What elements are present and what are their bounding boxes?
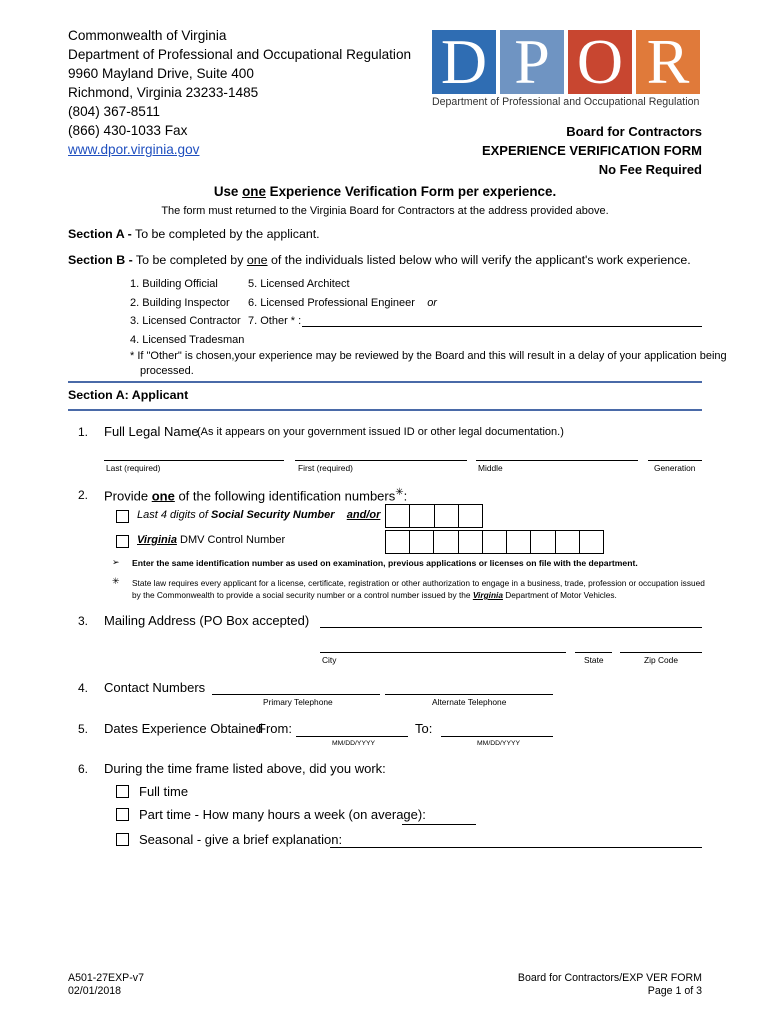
city-label: City — [322, 655, 337, 665]
list-item: 5. Licensed Architect — [248, 278, 350, 290]
alternate-phone-label: Alternate Telephone — [432, 697, 507, 707]
generation-label: Generation — [654, 463, 696, 473]
zip-field[interactable] — [620, 652, 702, 653]
ssn-label: Last 4 digits of Social Security Number and/or — [137, 509, 381, 521]
q6-number: 6. — [78, 762, 89, 776]
section-a-title: Section A: Applicant — [68, 388, 189, 402]
arrow-bullet-icon: ➢ — [112, 557, 120, 567]
ssn-checkbox[interactable] — [116, 510, 129, 523]
asterisk-icon: ✳ — [395, 487, 404, 498]
form-date: 02/01/2018 — [68, 985, 122, 997]
from-date-format: MM/DD/YYYY — [332, 740, 376, 747]
to-date-field[interactable] — [441, 736, 553, 737]
dmv-digit-boxes[interactable] — [385, 530, 604, 554]
list-item: 1. Building Official — [130, 278, 218, 290]
form-name: Board for Contractors/EXP VER FORM — [517, 972, 702, 984]
org-line: Commonwealth of Virginia — [68, 28, 227, 43]
primary-phone-field[interactable] — [212, 694, 380, 695]
dmv-label: Virginia DMV Control Number — [137, 534, 286, 546]
agency-address — [68, 26, 411, 159]
other-note: * If "Other" is chosen,your experience may be reviewed by the Board and this will result in a delay of your application being processed. — [130, 350, 727, 377]
section-b-intro: Section B - To be completed by one of the individuals listed below who will verify the applicant's work experience. — [68, 253, 691, 267]
logo-letter-r: R — [636, 30, 700, 94]
q2-label: Provide one of the following identification numbers✳: — [104, 487, 408, 504]
list-item: 6. Licensed Professional Engineer or — [248, 296, 437, 309]
board-line: EXPERIENCE VERIFICATION FORM — [481, 143, 702, 158]
street-address-field[interactable] — [320, 627, 702, 628]
form-id: A501-27EXP-v7 — [68, 972, 144, 984]
ssn-digit-boxes[interactable] — [385, 504, 483, 528]
dpor-logo — [432, 26, 702, 112]
board-line: No Fee Required — [598, 162, 702, 177]
footer-left — [68, 972, 144, 998]
list-item: 2. Building Inspector — [130, 296, 230, 309]
from-label: From: — [258, 721, 292, 736]
middle-name-field[interactable] — [476, 460, 638, 461]
logo-letter-d: D — [432, 30, 496, 94]
alternate-phone-field[interactable] — [385, 694, 553, 695]
to-label: To: — [415, 721, 433, 736]
q5-number: 5. — [78, 722, 89, 736]
q1-hint: (As it appears on your government issued ID or other legal documentation.) — [197, 426, 564, 438]
state-label: State — [584, 655, 604, 665]
or-text: or — [427, 296, 437, 309]
dmv-checkbox[interactable] — [116, 535, 129, 548]
list-item: 4. Licensed Tradesman — [130, 333, 245, 346]
primary-phone-label: Primary Telephone — [263, 697, 333, 707]
part-time-label: Part time - How many hours a week (on average): — [139, 807, 426, 822]
state-field[interactable] — [575, 652, 612, 653]
id-instruction: Enter the same identification number as used on examination, previous applications or licenses on file with the department. — [132, 558, 638, 568]
footer-right — [518, 972, 702, 998]
return-note: The form must returned to the Virginia Board for Contractors at the address provided above. — [161, 205, 609, 217]
q4-label: Contact Numbers — [104, 680, 206, 695]
divider — [68, 409, 702, 411]
verifier-list-left — [130, 275, 244, 349]
org-line: 9960 Mayland Drive, Suite 400 — [68, 66, 254, 81]
q6-label: During the time frame listed above, did you work: — [104, 761, 386, 776]
q2-number: 2. — [78, 488, 89, 502]
from-date-field[interactable] — [296, 736, 408, 737]
zip-label: Zip Code — [644, 655, 678, 665]
org-line: (866) 430-1033 Fax — [68, 123, 188, 138]
first-name-field[interactable] — [295, 460, 467, 461]
section-a-intro: Section A - To be completed by the applicant. — [68, 227, 320, 241]
asterisk-icon: ✳ — [112, 576, 120, 586]
seasonal-label: Seasonal - give a brief explanation: — [139, 832, 343, 847]
first-name-label: First (required) — [298, 463, 353, 473]
org-line: (804) 367-8511 — [68, 104, 160, 119]
logo-letter-p: P — [500, 30, 564, 94]
hours-per-week-field[interactable] — [402, 824, 476, 825]
logo-letter-o: O — [568, 30, 632, 94]
generation-field[interactable] — [648, 460, 702, 461]
website-link[interactable]: www.dpor.virginia.gov — [68, 142, 200, 157]
q1-number: 1. — [78, 425, 89, 439]
full-time-checkbox[interactable] — [116, 785, 129, 798]
board-line: Board for Contractors — [566, 124, 702, 139]
other-input-line[interactable] — [302, 326, 702, 327]
list-item: 7. Other * : — [248, 315, 302, 328]
use-one-heading: Use one Experience Verification Form per experience. — [213, 184, 557, 199]
q4-number: 4. — [78, 681, 89, 695]
last-name-field[interactable] — [104, 460, 284, 461]
q3-number: 3. — [78, 614, 89, 628]
q5-label: Dates Experience Obtained — [104, 721, 263, 736]
org-line: Department of Professional and Occupational Regulation — [68, 47, 412, 62]
to-date-format: MM/DD/YYYY — [477, 740, 521, 747]
part-time-checkbox[interactable] — [116, 808, 129, 821]
list-item: 3. Licensed Contractor — [130, 315, 241, 328]
seasonal-explanation-field[interactable] — [330, 847, 702, 848]
middle-name-label: Middle — [478, 463, 503, 473]
verifier-list-right — [248, 275, 437, 331]
divider — [68, 381, 702, 383]
state-law-note: State law requires every applicant for a license, certificate, registration or other authorization to engage in a business, trade, profession or occupation issued by the Commonwealth to provide a social security number or a control number issued by the Virginia Department of Motor Vehicles. — [132, 578, 705, 600]
full-time-label: Full time — [139, 784, 189, 799]
city-field[interactable] — [320, 652, 566, 653]
page-number: Page 1 of 3 — [647, 985, 702, 997]
board-title — [482, 122, 702, 179]
logo-subtitle: Department of Professional and Occupational Regulation — [432, 96, 700, 108]
q1-label: Full Legal Name — [104, 424, 199, 439]
q3-label: Mailing Address (PO Box accepted) — [104, 613, 310, 628]
seasonal-checkbox[interactable] — [116, 833, 129, 846]
last-name-label: Last (required) — [106, 463, 161, 473]
org-line: Richmond, Virginia 23233-1485 — [68, 85, 259, 100]
